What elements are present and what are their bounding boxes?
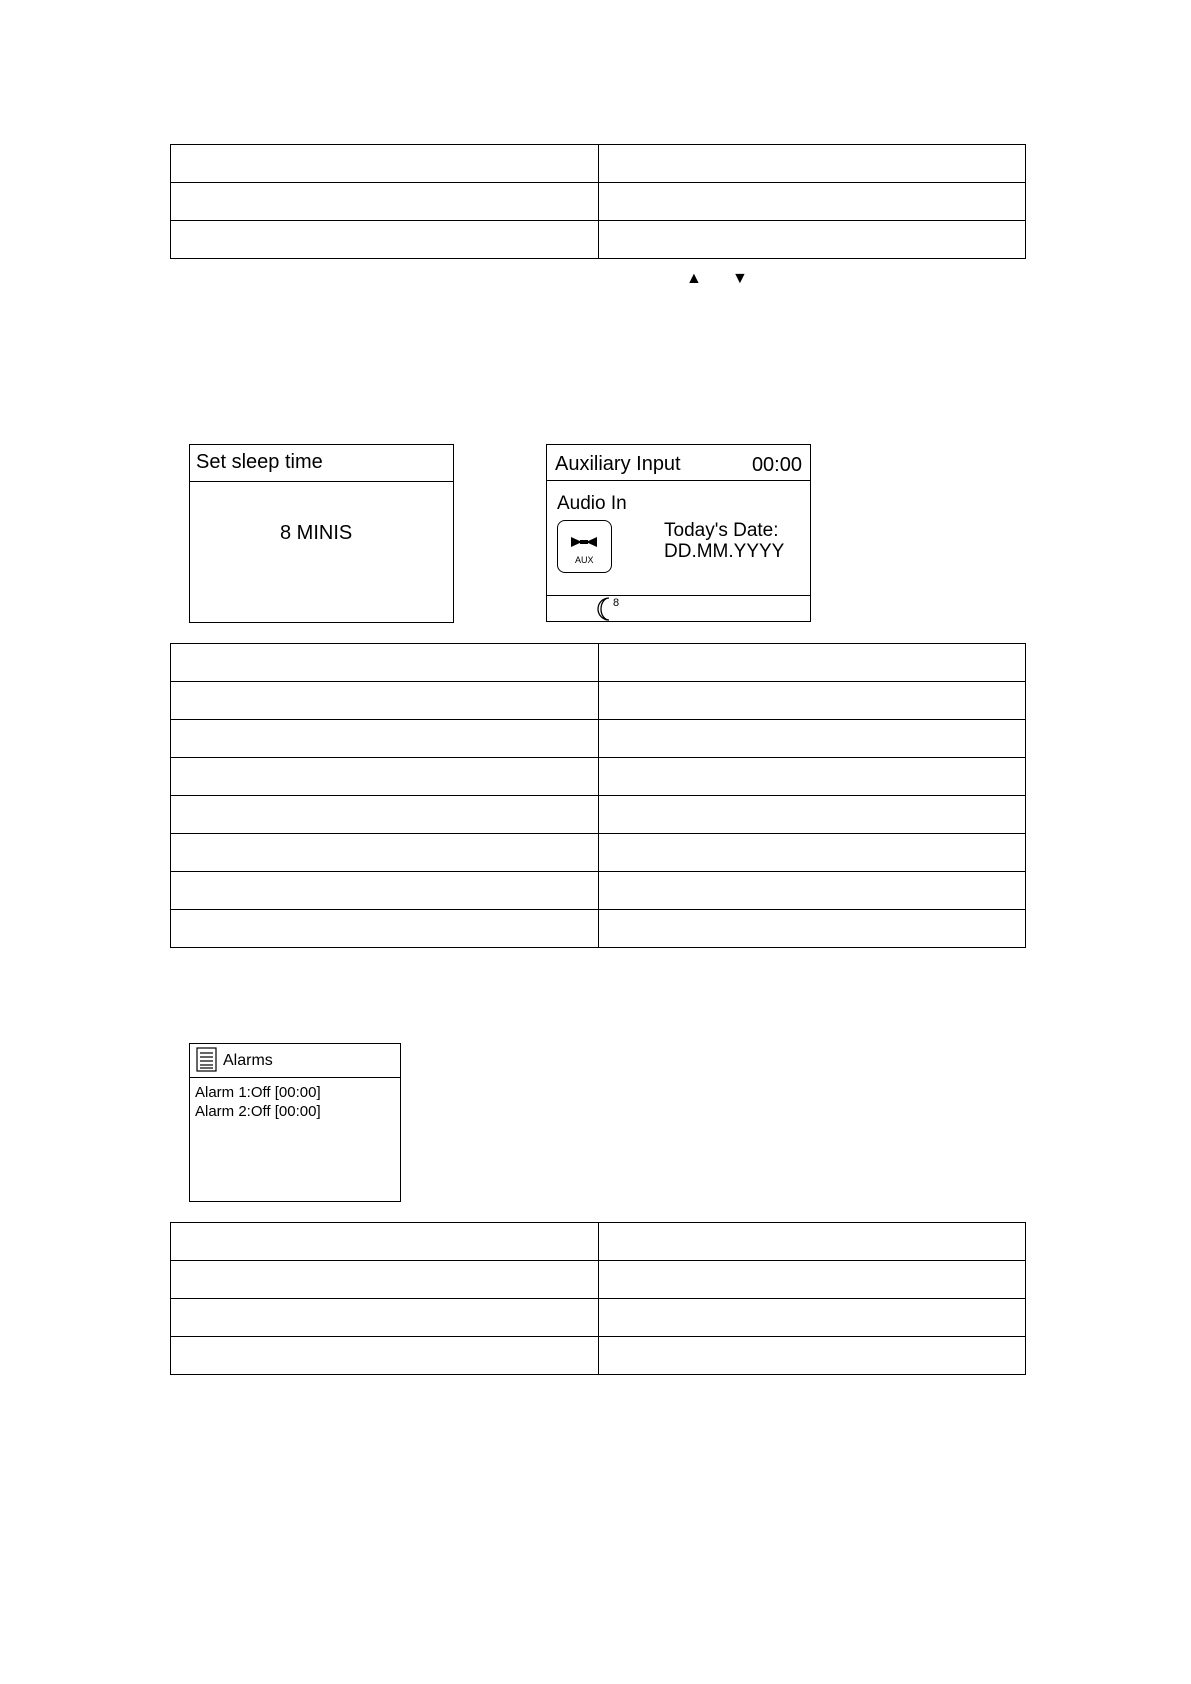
table-row bbox=[171, 221, 1026, 259]
table-cell bbox=[598, 1299, 1026, 1337]
table-row bbox=[171, 720, 1026, 758]
table-3 bbox=[170, 1222, 1026, 1375]
table-cell bbox=[171, 758, 599, 796]
table-cell bbox=[598, 682, 1026, 720]
table-cell bbox=[171, 834, 599, 872]
list-icon bbox=[196, 1047, 218, 1073]
table-cell bbox=[598, 145, 1026, 183]
table-cell bbox=[598, 221, 1026, 259]
table-cell bbox=[171, 145, 599, 183]
date-label: Today's Date: bbox=[664, 520, 779, 541]
screen-header bbox=[190, 445, 453, 482]
table-cell bbox=[171, 1299, 599, 1337]
table-cell bbox=[171, 872, 599, 910]
screen-title: Alarms bbox=[223, 1052, 273, 1069]
table-row bbox=[171, 1337, 1026, 1375]
up-arrow-icon: ▲ bbox=[686, 270, 702, 287]
table-cell bbox=[598, 796, 1026, 834]
table-row bbox=[171, 1261, 1026, 1299]
aux-source-icon bbox=[557, 520, 612, 573]
table-cell bbox=[598, 834, 1026, 872]
table-cell bbox=[598, 1261, 1026, 1299]
down-arrow-icon: ▼ bbox=[732, 270, 748, 287]
status-bar-divider bbox=[547, 595, 810, 596]
table-row bbox=[171, 644, 1026, 682]
screen-header bbox=[547, 445, 810, 481]
table-row bbox=[171, 910, 1026, 948]
table-row bbox=[171, 872, 1026, 910]
table-cell bbox=[598, 644, 1026, 682]
screen-header bbox=[190, 1044, 400, 1078]
table-cell bbox=[171, 644, 599, 682]
table-cell bbox=[171, 221, 599, 259]
table-cell bbox=[171, 1261, 599, 1299]
table-cell bbox=[598, 872, 1026, 910]
list-item: Alarm 1:Off [00:00] bbox=[195, 1084, 321, 1101]
table-cell bbox=[598, 910, 1026, 948]
screen-title: Auxiliary Input bbox=[555, 453, 681, 475]
list-item: Alarm 2:Off [00:00] bbox=[195, 1103, 321, 1120]
table-cell bbox=[171, 796, 599, 834]
table-cell bbox=[598, 758, 1026, 796]
table-row bbox=[171, 834, 1026, 872]
aux-icon-label: AUX bbox=[575, 555, 594, 565]
table-cell bbox=[598, 183, 1026, 221]
table-cell bbox=[598, 1223, 1026, 1261]
table-cell bbox=[598, 1337, 1026, 1375]
alarms-screen bbox=[189, 1043, 401, 1202]
table-row bbox=[171, 796, 1026, 834]
screen-title: Set sleep time bbox=[196, 451, 323, 473]
table-cell bbox=[598, 720, 1026, 758]
table-row bbox=[171, 758, 1026, 796]
date-value: DD.MM.YYYY bbox=[664, 541, 785, 562]
sleep-time-screen bbox=[189, 444, 454, 623]
aux-connector-icon bbox=[558, 526, 610, 556]
auxiliary-input-screen bbox=[546, 444, 811, 622]
table-row bbox=[171, 682, 1026, 720]
table-cell bbox=[171, 183, 599, 221]
sleep-value: 8 MINIS bbox=[280, 522, 353, 544]
table-row bbox=[171, 145, 1026, 183]
table-row bbox=[171, 1299, 1026, 1337]
table-cell bbox=[171, 1223, 599, 1261]
table-cell bbox=[171, 1337, 599, 1375]
clock: 00:00 bbox=[751, 454, 802, 476]
table-cell bbox=[171, 720, 599, 758]
table-cell bbox=[171, 682, 599, 720]
table-cell bbox=[171, 910, 599, 948]
table-row bbox=[171, 1223, 1026, 1261]
table-row bbox=[171, 183, 1026, 221]
table-1 bbox=[170, 144, 1026, 259]
sleep-indicator: 8 bbox=[613, 597, 620, 609]
source-label: Audio In bbox=[557, 493, 627, 514]
table-2 bbox=[170, 643, 1026, 948]
